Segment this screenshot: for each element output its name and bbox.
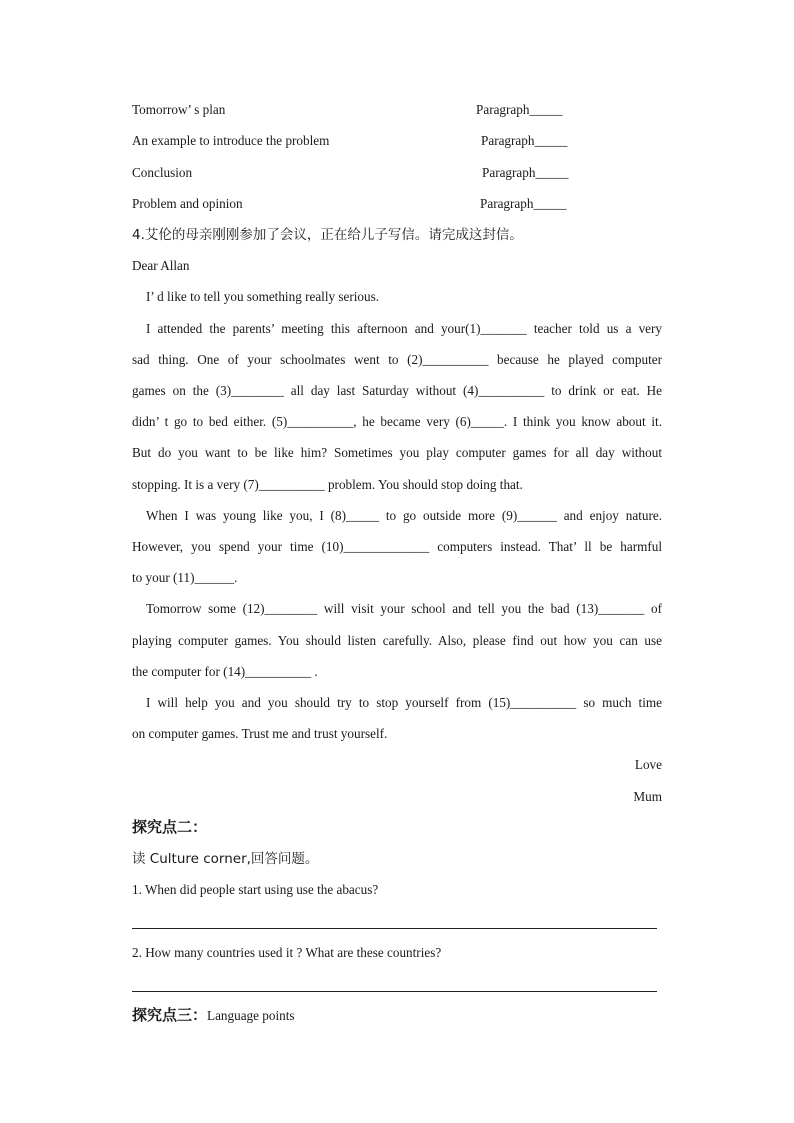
letter-line: to your (11)______. bbox=[132, 570, 238, 585]
paragraph-blank: Paragraph_____ bbox=[482, 165, 569, 180]
letter-line: the computer for (14)__________ . bbox=[132, 664, 318, 679]
matching-label: Conclusion bbox=[132, 165, 193, 180]
paragraph-blank: Paragraph_____ bbox=[480, 196, 567, 211]
letter-line: I attended the parents’ meeting this afternoon and your(1)_______ teacher told us a very bbox=[146, 321, 662, 336]
task4-title: 4.艾伦的母亲刚刚参加了会议，正在给儿子写信。请完成这封信。 bbox=[132, 227, 523, 243]
paragraph-blank: Paragraph_____ bbox=[481, 133, 568, 148]
matching-label: An example to introduce the problem bbox=[132, 133, 330, 148]
letter-line: didn’ t go to bed either. (5)__________, he became very (6)_____. I think you know about it. bbox=[132, 414, 662, 429]
section3-heading bbox=[132, 1006, 295, 1025]
answer-line-1[interactable] bbox=[132, 928, 657, 929]
letter-line: games on the (3)________ all day last Saturday without (4)__________ to drink or eat. He bbox=[132, 383, 662, 398]
question-2: 2. How many countries used it ? What are these countries? bbox=[132, 945, 442, 960]
letter-line: I’ d like to tell you something really serious. bbox=[146, 289, 380, 304]
letter-line: on computer games. Trust me and trust yourself. bbox=[132, 726, 388, 741]
letter-line: stopping. It is a very (7)__________ problem. You should stop doing that. bbox=[132, 477, 523, 492]
section2-heading: 探究点二： bbox=[132, 818, 208, 836]
letter-line: playing computer games. You should listen carefully. Also, please find out how you can use bbox=[132, 633, 662, 648]
letter-closing: Love bbox=[634, 757, 662, 772]
matching-label: Problem and opinion bbox=[132, 196, 243, 211]
section2-instruction: 读 Culture corner,回答问题。 bbox=[132, 851, 319, 867]
letter-line: Tomorrow some (12)________ will visit your school and tell you the bad (13)_______ of bbox=[146, 601, 662, 616]
letter-line: I will help you and you should try to stop yourself from (15)__________ so much time bbox=[146, 695, 662, 710]
letter-line: However, you spend your time (10)_____________ computers instead. That’ ll be harmful bbox=[132, 539, 662, 554]
answer-line-2[interactable] bbox=[132, 991, 657, 992]
section3-subtitle: Language points bbox=[207, 1008, 295, 1023]
matching-label: Tomorrow’ s plan bbox=[132, 102, 226, 117]
letter-line: sad thing. One of your schoolmates went to (2)__________ because he played computer bbox=[132, 352, 662, 367]
letter-signature: Mum bbox=[633, 789, 662, 804]
question-1: 1. When did people start using use the abacus? bbox=[132, 882, 379, 897]
letter-line: When I was young like you, I (8)_____ to go outside more (9)______ and enjoy nature. bbox=[146, 508, 662, 523]
paragraph-blank: Paragraph_____ bbox=[476, 102, 563, 117]
section3-heading-text: 探究点三： bbox=[132, 1006, 208, 1024]
letter-greeting: Dear Allan bbox=[132, 258, 190, 273]
letter-line: But do you want to be like him? Sometimes you play computer games for all day without bbox=[132, 445, 662, 460]
